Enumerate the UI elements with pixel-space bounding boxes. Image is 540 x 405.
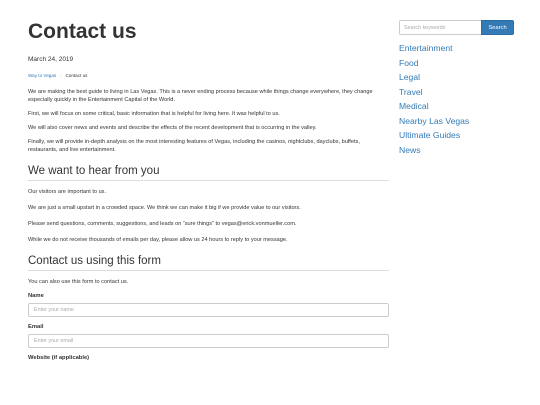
intro-section [28,88,389,154]
nav-item-ultimate-guides[interactable]: Ultimate Guides [399,130,461,140]
search-bar [399,20,514,35]
section-paragraph: We are just a small upstart in a crowded space. We think we can make it big if we provide value to our visitors. [28,205,301,211]
hear-section [28,164,389,244]
section-heading: We want to hear from you [28,164,389,181]
name-input[interactable] [28,303,389,317]
nav-item-news[interactable]: News [399,144,421,155]
form-intro: You can also use this form to contact us. [28,279,129,285]
search-button[interactable]: Search [481,20,514,35]
intro-paragraph: First, we will focus on some critical, basic information that is helpful for living here. It was helpful to us. [28,111,280,117]
breadcrumb-current: Contact us [65,73,88,78]
contact-form [28,254,389,362]
email-input[interactable] [28,334,389,348]
search-input[interactable] [399,20,481,35]
email-label: Email [28,324,44,330]
breadcrumb [28,72,389,79]
nav-item-travel[interactable]: Travel [399,86,423,97]
breadcrumb-separator: / [60,73,62,78]
section-paragraph: Our visitors are important to us. [28,189,107,195]
nav-item-medical[interactable]: Medical [399,101,429,111]
post-date: March 24, 2019 [28,56,74,63]
nav-item-food[interactable]: Food [399,57,419,68]
nav-item-legal[interactable]: Legal [399,72,421,82]
intro-paragraph: Finally, we will provide in-depth analysis on the most interesting features of Vegas, including the casinos, nightclubs, dayclubs, buffets, restaurants, and live entertainment. [28,139,360,153]
main-content [28,18,389,362]
intro-paragraph: We are making the best guide to living in Las Vegas. This is a never ending process because while things change everywhere, they change especially quickly in the Entertainment Capital of the World. [28,89,373,103]
nav-item-entertainment[interactable]: Entertainment [399,43,453,53]
section-paragraph: While we do not receive thousands of emails per day, please allow us 24 hours to reply to your message. [28,237,288,243]
nav-item-nearby-las-vegas[interactable]: Nearby Las Vegas [399,115,470,126]
category-nav [399,41,514,157]
breadcrumb-link-home[interactable]: Way to Vegas [28,73,57,78]
intro-paragraph: We will also cover news and events and describe the effects of the recent development that is occurring in the valley. [28,125,317,131]
name-label: Name [28,293,44,299]
section-paragraph: Please send questions, comments, suggestions, and leads on “sure things” to vegas@erick.vonmueller.com. [28,221,297,227]
page-title: Contact us [28,20,137,43]
form-heading: Contact us using this form [28,254,389,271]
website-label: Website (if applicable) [28,355,90,361]
sidebar [399,20,514,157]
